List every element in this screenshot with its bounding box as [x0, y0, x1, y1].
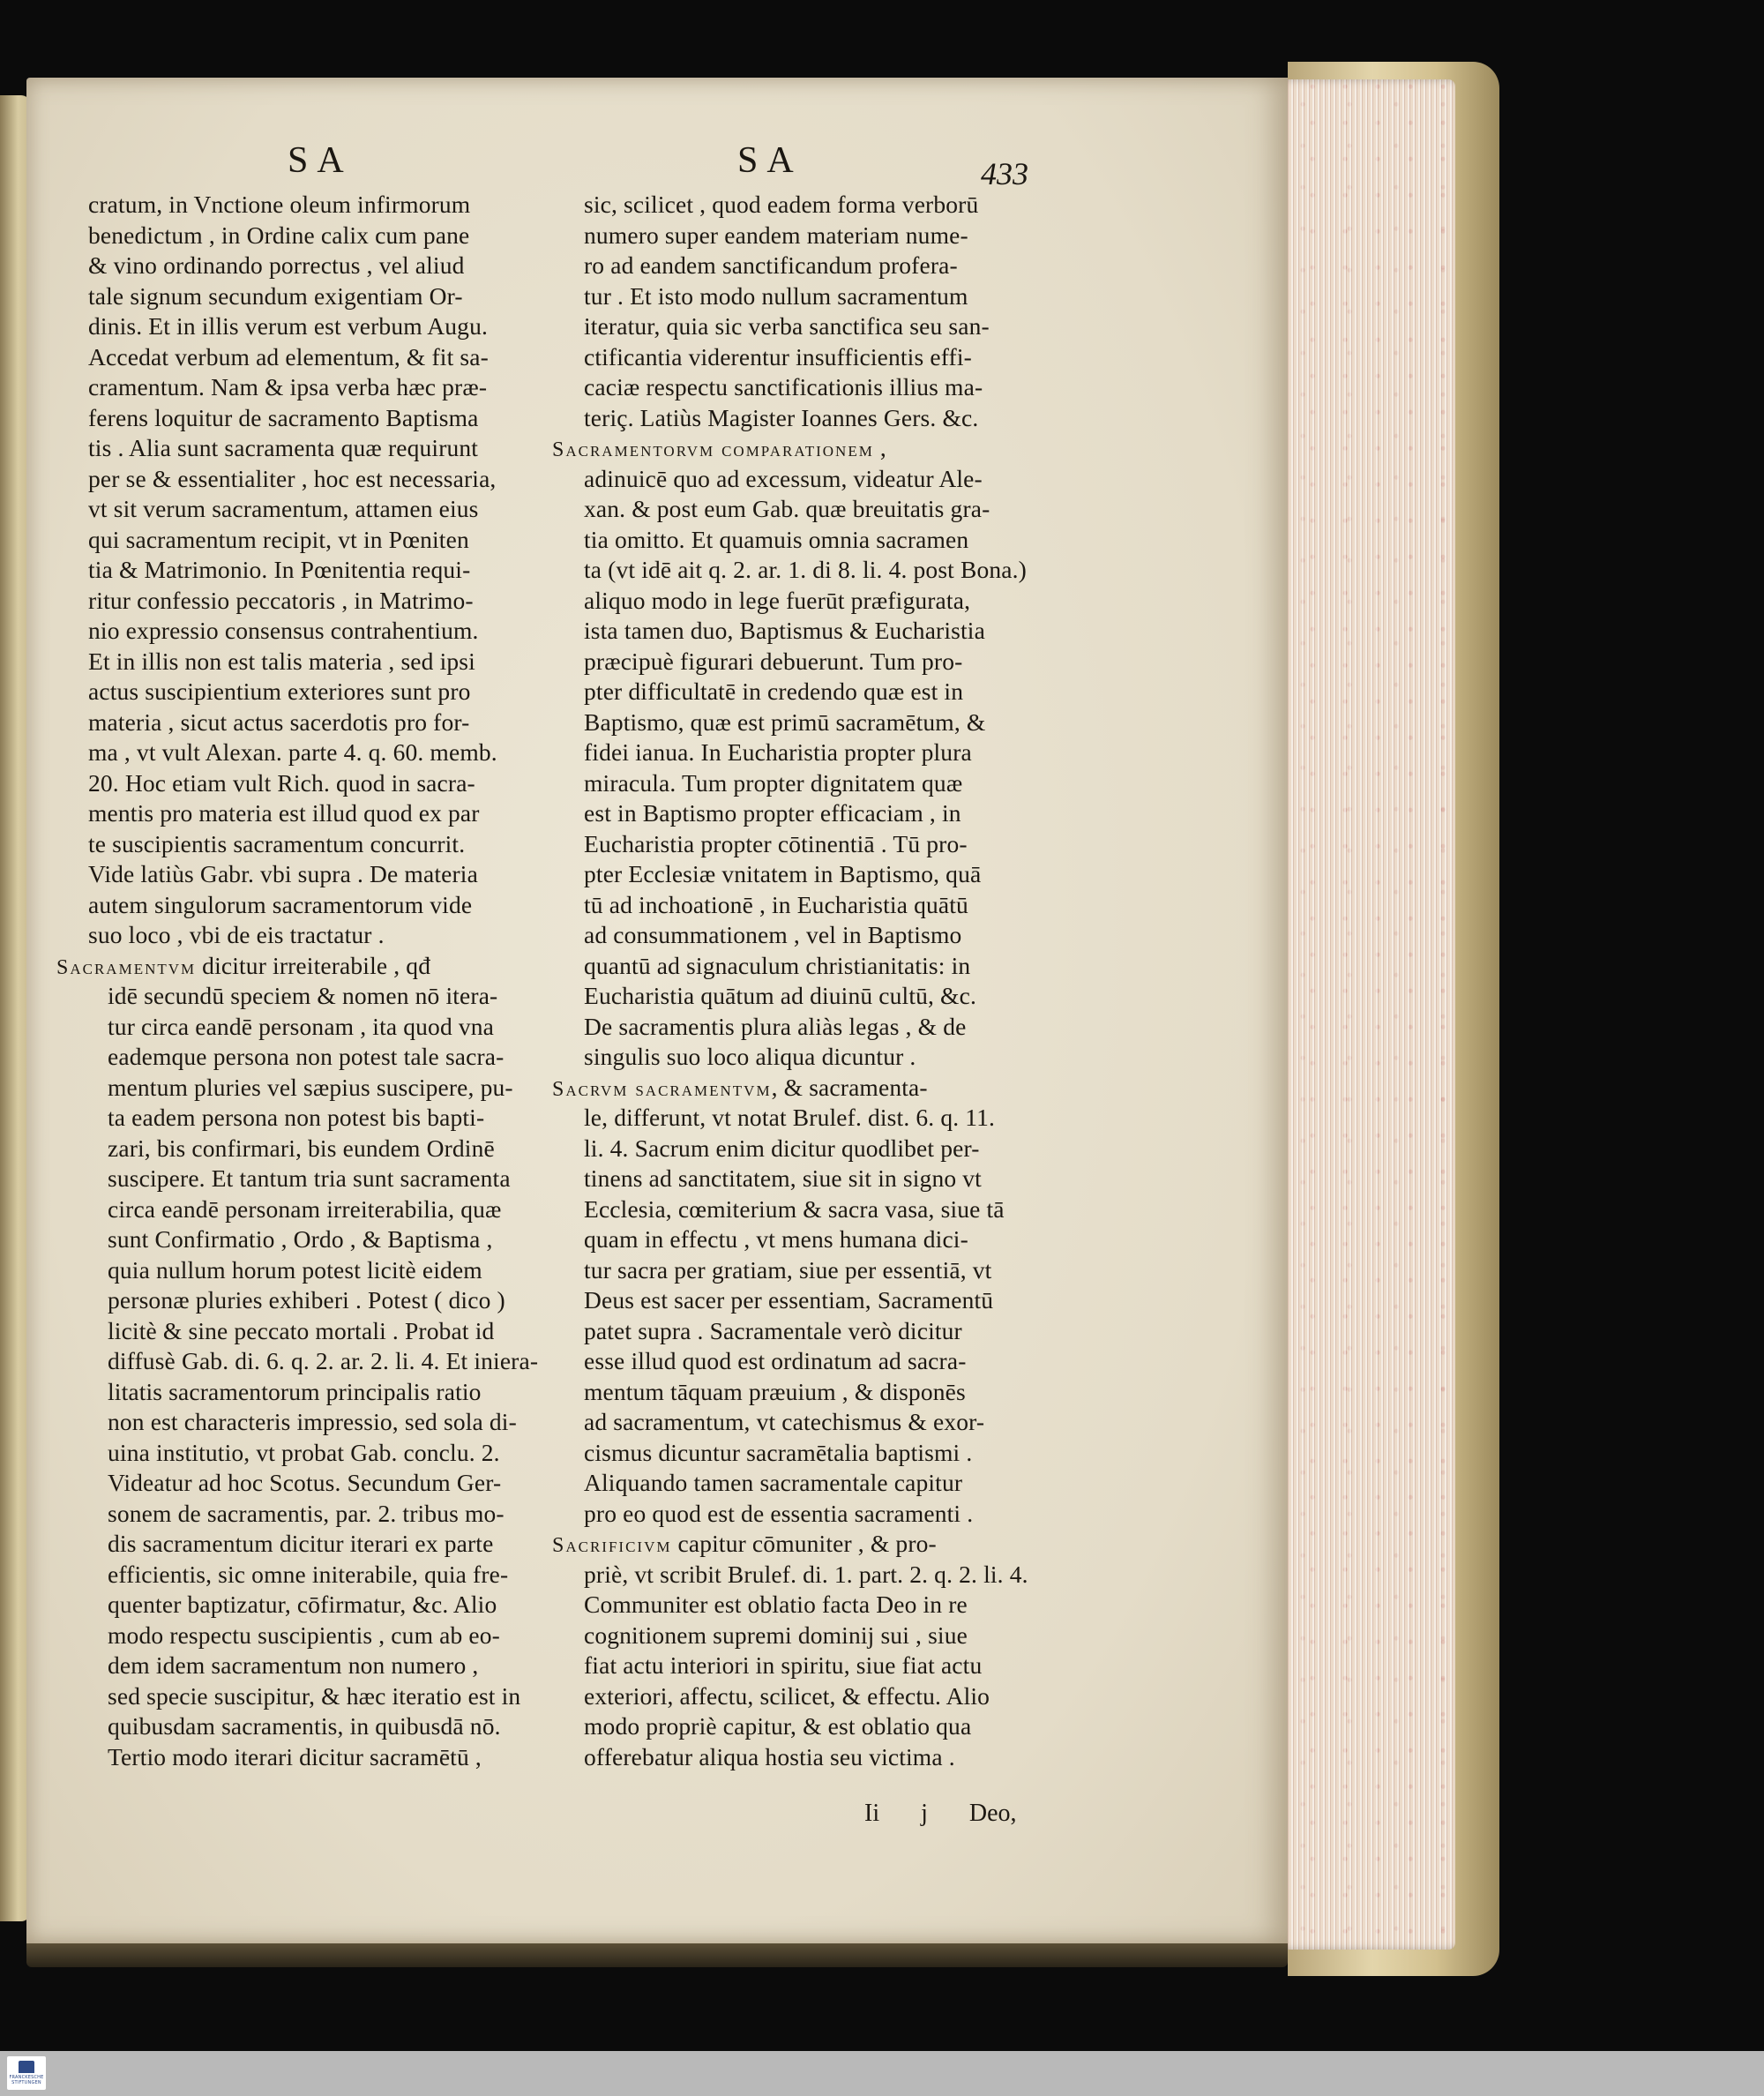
- text-line: [88, 372, 556, 403]
- line-text: idē secundū speciem & nomen nō itera-: [108, 982, 498, 1009]
- text-line: [584, 1590, 1087, 1621]
- text-line: [88, 1346, 556, 1377]
- line-text: quenter baptizatur, cōfirmatur, &c. Alio: [108, 1591, 497, 1618]
- line-text: aliquo modo in lege fuerūt præfigurata,: [584, 586, 971, 614]
- line-text: esse illud quod est ordinatum ad sacra-: [584, 1347, 967, 1374]
- line-text: De sacramentis plura aliàs legas , & de: [584, 1012, 967, 1040]
- line-text: ta eadem persona non potest bis bapti-: [108, 1104, 485, 1131]
- text-line: [584, 1255, 1087, 1286]
- text-line: [584, 1377, 1087, 1408]
- line-text: & vino ordinando porrectus , vel aliud: [88, 251, 465, 279]
- text-line: [584, 586, 1087, 617]
- text-line: [88, 1407, 556, 1438]
- text-line: [584, 616, 1087, 647]
- text-line: [584, 281, 1087, 312]
- text-line: [584, 1407, 1087, 1438]
- text-line: [88, 1255, 556, 1286]
- text-line: [88, 829, 556, 860]
- text-line: [552, 1529, 1087, 1560]
- text-line: [88, 768, 556, 799]
- line-text: actus suscipientium exteriores sunt pro: [88, 677, 471, 705]
- line-text: suscipere. Et tantum tria sunt sacramenta: [108, 1164, 511, 1192]
- text-line: [584, 190, 1087, 221]
- text-line: [584, 737, 1087, 768]
- text-line: [88, 1651, 556, 1681]
- line-text: quam in effectu , vt mens humana dici-: [584, 1225, 968, 1253]
- line-text: Baptismo, quæ est primū sacramētum, &: [584, 707, 986, 736]
- text-line: [552, 433, 1087, 464]
- text-line: [88, 1224, 556, 1255]
- text-line: [88, 403, 556, 434]
- text-line: [584, 1164, 1087, 1194]
- line-text: miracula. Tum propter dignitatem quæ: [584, 768, 963, 797]
- book-spine-left: [0, 95, 30, 1921]
- line-text: fiat actu interiori in spiritu, siue fiat actu: [584, 1651, 983, 1679]
- text-line: [584, 768, 1087, 799]
- text-line: [88, 798, 556, 829]
- text-line: [584, 920, 1087, 951]
- text-line: [88, 920, 556, 951]
- line-text: quibusdam sacramentis, in quibusdā nō.: [108, 1712, 501, 1740]
- text-line: [88, 342, 556, 373]
- text-line: [88, 311, 556, 342]
- text-line: [88, 1134, 556, 1164]
- text-line: [584, 1103, 1087, 1134]
- text-line: [584, 981, 1087, 1012]
- line-text: dinis. Et in illis verum est verbum Augu.: [88, 312, 488, 340]
- text-line: [584, 1012, 1087, 1043]
- line-text: sonem de sacramentis, par. 2. tribus mo-: [108, 1499, 505, 1527]
- line-text: ,: [873, 434, 886, 461]
- text-line: [584, 464, 1087, 495]
- text-line: [584, 1224, 1087, 1255]
- line-text: priè, vt scribit Brulef. di. 1. part. 2. q. 2. li. 4.: [584, 1560, 1028, 1588]
- text-line: [88, 859, 556, 890]
- line-text: 20. Hoc etiam vult Rich. quod in sacra-: [88, 768, 475, 797]
- line-text: ma , vt vult Alexan. parte 4. q. 60. memb.: [88, 738, 497, 766]
- text-line: [584, 951, 1087, 982]
- text-line: [584, 1194, 1087, 1225]
- line-text: ritur confessio peccatoris , in Matrimo-: [88, 586, 474, 614]
- line-text: Aliquando tamen sacramentale capitur: [584, 1469, 963, 1496]
- line-text: efficientis, sic omne initerabile, quia fre-: [108, 1560, 509, 1588]
- line-text: non est characteris impressio, sed sola di-: [108, 1408, 517, 1435]
- text-line: [88, 1468, 556, 1499]
- text-line: [584, 1468, 1087, 1499]
- line-text: benedictum , in Ordine calix cum pane: [88, 221, 470, 249]
- running-head-left: SA: [288, 140, 353, 181]
- page-number: 433: [981, 156, 1028, 191]
- line-text: personæ pluries exhiberi . Potest ( dico ): [108, 1286, 505, 1314]
- entry-headword: Sacrvm sacramentvm: [552, 1077, 772, 1101]
- text-line: [584, 647, 1087, 677]
- line-text: offerebatur aliqua hostia seu victima .: [584, 1742, 955, 1770]
- line-text: litatis sacramentorum principalis ratio: [108, 1377, 482, 1405]
- text-line: [88, 221, 556, 251]
- line-text: numero super eandem materiam nume-: [584, 221, 968, 249]
- line-text: tur sacra per gratiam, siue per essentiā, vt: [584, 1255, 992, 1284]
- text-line: [584, 1438, 1087, 1469]
- entry-headword: Sacrificivm: [552, 1534, 672, 1557]
- entry-headword: Sacramentvm: [56, 955, 197, 979]
- line-text: mentum pluries vel sæpius suscipere, pu-: [108, 1073, 513, 1101]
- viewer-footer-bar: [0, 2051, 1764, 2096]
- line-text: Deus est sacer per essentiam, Sacramentū: [584, 1286, 994, 1314]
- line-text: le, differunt, vt notat Brulef. dist. 6. q. 11.: [584, 1104, 996, 1131]
- text-line: [88, 1590, 556, 1621]
- line-text: præcipuè figurari debuerunt. Tum pro-: [584, 647, 963, 675]
- institution-logo[interactable]: [7, 2056, 46, 2090]
- line-text: modo propriè capitur, & est oblatio qua: [584, 1712, 972, 1740]
- text-column-left: [56, 190, 556, 1772]
- text-line: [584, 1499, 1087, 1530]
- text-line: [88, 707, 556, 738]
- line-text: cratum, in Vnctione oleum infirmorum: [88, 191, 471, 218]
- line-text: tis . Alia sunt sacramenta quæ requirunt: [88, 434, 479, 461]
- text-line: [88, 1073, 556, 1104]
- line-text: tinens ad sanctitatem, siue sit in signo vt: [584, 1164, 982, 1192]
- line-text: materia , sicut actus sacerdotis pro for-: [88, 707, 470, 736]
- line-text: singulis suo loco aliqua dicuntur .: [584, 1043, 916, 1070]
- text-line: [584, 342, 1087, 373]
- line-text: nio expressio consensus contrahentium.: [88, 617, 479, 644]
- line-text: mentum tāquam præuium , & disponēs: [584, 1377, 966, 1405]
- text-line: [88, 647, 556, 677]
- text-line: [88, 677, 556, 707]
- logo-mark-icon: [19, 2061, 34, 2073]
- text-line: [88, 433, 556, 464]
- line-text: ctificantia viderentur insufficientis effi-: [584, 342, 972, 371]
- line-text: cismus dicuntur sacramētalia baptismi .: [584, 1438, 973, 1466]
- line-text: Accedat verbum ad elementum, & fit sa-: [88, 342, 489, 371]
- text-line: [88, 1285, 556, 1316]
- text-line: [56, 951, 556, 982]
- line-text: li. 4. Sacrum enim dicitur quodlibet per-: [584, 1134, 980, 1162]
- line-text: autem singulorum sacramentorum vide: [88, 890, 473, 918]
- text-line: [584, 221, 1087, 251]
- text-line: [584, 1285, 1087, 1316]
- text-line: [88, 1103, 556, 1134]
- line-text: tū ad inchoationē , in Eucharistia quātū: [584, 890, 968, 918]
- text-line: [584, 1711, 1087, 1742]
- line-text: xan. & post eum Gab. quæ breuitatis gra-: [584, 495, 990, 522]
- line-text: Tertio modo iterari dicitur sacramētū ,: [108, 1742, 482, 1770]
- text-line: [584, 1042, 1087, 1073]
- line-text: circa eandē personam irreiterabilia, quæ: [108, 1194, 502, 1223]
- text-line: [88, 586, 556, 617]
- line-text: dem idem sacramentum non numero ,: [108, 1651, 479, 1679]
- line-text: caciæ respectu sanctificationis illius ma-: [584, 373, 983, 400]
- text-line: [584, 707, 1087, 738]
- text-line: [88, 1529, 556, 1560]
- text-line: [88, 494, 556, 525]
- line-text: qui sacramentum recipit, vt in Pœniten: [88, 525, 469, 553]
- text-line: [88, 281, 556, 312]
- text-line: [584, 403, 1087, 434]
- text-line: [584, 1346, 1087, 1377]
- line-text: exteriori, affectu, scilicet, & effectu. Alio: [584, 1681, 990, 1710]
- line-text: tale signum secundum exigentiam Or-: [88, 281, 463, 310]
- text-line: [552, 1073, 1087, 1104]
- line-text: patet supra . Sacramentale verò dicitur: [584, 1316, 962, 1344]
- line-text: licitè & sine peccato mortali . Probat id: [108, 1316, 495, 1344]
- text-line: [88, 890, 556, 921]
- line-text: capitur cōmuniter , & pro-: [671, 1530, 937, 1557]
- line-text: tia & Matrimonio. In Pœnitentia requi-: [88, 556, 471, 583]
- text-line: [584, 677, 1087, 707]
- text-line: [584, 798, 1087, 829]
- line-text: ad consummationem , vel in Baptismo: [584, 921, 962, 948]
- line-text: per se & essentialiter , hoc est necessaria,: [88, 464, 497, 492]
- text-line: [88, 981, 556, 1012]
- text-line: [584, 1681, 1087, 1712]
- line-text: eademque persona non potest tale sacra-: [108, 1043, 505, 1070]
- text-line: [584, 494, 1087, 525]
- text-line: [584, 1621, 1087, 1651]
- line-text: modo respectu suscipientis , cum ab eo-: [108, 1621, 500, 1649]
- text-line: [88, 1012, 556, 1043]
- line-text: Eucharistia propter cōtinentiā . Tū pro-: [584, 829, 968, 857]
- line-text: tia omitto. Et quamuis omnia sacramen: [584, 525, 969, 553]
- line-text: adinuicē quo ad excessum, videatur Ale-: [584, 464, 983, 492]
- text-line: [88, 1711, 556, 1742]
- text-line: [584, 555, 1087, 586]
- text-line: [88, 1194, 556, 1225]
- line-text: Et in illis non est talis materia , sed ipsi: [88, 647, 475, 675]
- line-text: Eucharistia quātum ad diuinū cultū, &c.: [584, 982, 976, 1009]
- text-line: [88, 1742, 556, 1773]
- text-line: [88, 616, 556, 647]
- line-text: Vide latiùs Gabr. vbi supra . De materia: [88, 860, 478, 887]
- text-line: [88, 464, 556, 495]
- text-line: [88, 1377, 556, 1408]
- line-text: ad sacramentum, vt catechismus & exor-: [584, 1408, 985, 1435]
- text-line: [584, 1742, 1087, 1773]
- line-text: sunt Confirmatio , Ordo , & Baptisma ,: [108, 1225, 493, 1253]
- text-line: [88, 1560, 556, 1591]
- line-text: sic, scilicet , quod eadem forma verborū: [584, 191, 979, 218]
- line-text: Communiter est oblatio facta Deo in re: [584, 1591, 968, 1618]
- line-text: mentis pro materia est illud quod ex par: [88, 799, 480, 827]
- line-text: uina institutio, vt probat Gab. conclu. 2.: [108, 1438, 500, 1466]
- text-line: [584, 525, 1087, 556]
- text-line: [88, 190, 556, 221]
- line-text: tur . Et isto modo nullum sacramentum: [584, 281, 968, 310]
- text-line: [584, 251, 1087, 281]
- text-line: [584, 859, 1087, 890]
- text-line: [584, 1316, 1087, 1347]
- line-text: dis sacramentum dicitur iterari ex parte: [108, 1530, 494, 1557]
- line-text: pter Ecclesiæ vnitatem in Baptismo, quā: [584, 860, 982, 887]
- line-text: vt sit verum sacramentum, attamen eius: [88, 495, 479, 522]
- signature-catchword: Ii j Deo,: [864, 1800, 1017, 1827]
- text-line: [584, 1651, 1087, 1681]
- line-text: zari, bis confirmari, bis eundem Ordinē: [108, 1134, 495, 1162]
- text-line: [88, 1438, 556, 1469]
- text-line: [584, 890, 1087, 921]
- line-text: , & sacramenta-: [771, 1073, 928, 1101]
- line-text: ferens loquitur de sacramento Baptisma: [88, 403, 479, 431]
- line-text: diffusè Gab. di. 6. q. 2. ar. 2. li. 4. Et iniera-: [108, 1347, 539, 1374]
- line-text: ro ad eandem sanctificandum profera-: [584, 251, 958, 279]
- line-text: Videatur ad hoc Scotus. Secundum Ger-: [108, 1469, 502, 1496]
- line-text: pter difficultatē in credendo quæ est in: [584, 677, 964, 705]
- line-text: tur circa eandē personam , ita quod vna: [108, 1012, 495, 1040]
- line-text: sed specie suscipitur, & hæc iteratio est in: [108, 1681, 521, 1710]
- line-text: cognitionem supremi dominij sui , siue: [584, 1621, 968, 1649]
- text-line: [88, 1681, 556, 1712]
- line-text: cramentum. Nam & ipsa verba hæc præ-: [88, 373, 488, 400]
- line-text: teriç. Latiùs Magister Ioannes Gers. &c.: [584, 403, 979, 431]
- text-line: [584, 372, 1087, 403]
- running-head-right: SA: [737, 140, 803, 181]
- text-line: [88, 1042, 556, 1073]
- text-line: [88, 555, 556, 586]
- line-text: iteratur, quia sic verba sanctifica seu san-: [584, 312, 990, 340]
- text-line: [88, 1621, 556, 1651]
- line-text: dicitur irreiterabile , qđ: [196, 951, 431, 979]
- text-line: [88, 1316, 556, 1347]
- line-text: ta (vt idē ait q. 2. ar. 1. di 8. li. 4. post Bona.): [584, 556, 1027, 583]
- line-text: est in Baptismo propter efficaciam , in: [584, 799, 961, 827]
- text-column-right: [552, 190, 1087, 1772]
- text-line: [88, 737, 556, 768]
- page-edge-stack: [1270, 79, 1455, 1950]
- line-text: fidei ianua. In Eucharistia propter plura: [584, 738, 972, 766]
- text-line: [584, 1134, 1087, 1164]
- text-line: [584, 1560, 1087, 1591]
- line-text: pro eo quod est de essentia sacramenti .: [584, 1499, 974, 1527]
- logo-text: FRANCKESCHE STIFTUNGEN: [9, 2075, 44, 2085]
- text-line: [88, 251, 556, 281]
- entry-headword: Sacramentorvm comparationem: [552, 438, 874, 461]
- text-line: [88, 1499, 556, 1530]
- line-text: ista tamen duo, Baptismus & Eucharistia: [584, 617, 985, 644]
- line-text: suo loco , vbi de eis tractatur .: [88, 921, 385, 948]
- line-text: quantū ad signaculum christianitatis: in: [584, 951, 971, 979]
- line-text: te suscipientis sacramentum concurrit.: [88, 829, 466, 857]
- line-text: Ecclesia, cœmiterium & sacra vasa, siue tā: [584, 1194, 1005, 1223]
- text-line: [88, 1164, 556, 1194]
- line-text: quia nullum horum potest licitè eidem: [108, 1255, 482, 1284]
- text-line: [584, 311, 1087, 342]
- text-line: [88, 525, 556, 556]
- text-line: [584, 829, 1087, 860]
